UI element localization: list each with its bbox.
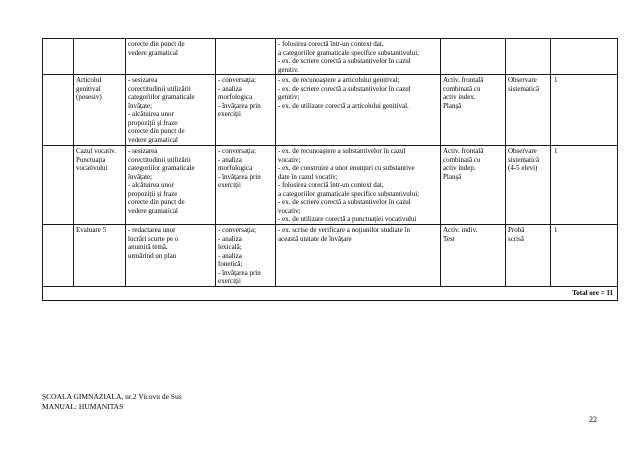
table-row xyxy=(43,75,618,146)
table-row xyxy=(43,146,618,225)
manual-name: MANUAL: HUMANITAS xyxy=(42,402,124,411)
row-3-topic-cell: Evaluare 5 xyxy=(74,225,126,287)
row-0-methods-cell xyxy=(216,39,276,75)
row-1-organization-cell: Activ. frontală combinată cu activ index. Planşă xyxy=(441,75,506,146)
row-3-evaluation-cell: Probă scrisă xyxy=(506,225,551,287)
row-2-index-cell xyxy=(43,146,74,225)
row-2-evaluation-cell: Observare sistematică (4-5 elevi) xyxy=(506,146,551,225)
row-2-methods-cell: - conversaţia; - analiza morfologica - învăţarea prin exerciţii xyxy=(216,146,276,225)
row-2-competencies-cell: - sesizarea corectitudinii utilizării categoriilor gramaticale învăţate; - alcătuirea unor propoziţii şi fraze corecte din punct de vedere gramatical xyxy=(126,146,216,225)
row-2-topic-cell: Cazul vocativ. Punctuaţia vocativului xyxy=(74,146,126,225)
row-0-evaluation-cell xyxy=(506,39,551,75)
row-3-competencies-cell: - redactarea unor lucrări scurte pe o anumită temă, urmărind un plan xyxy=(126,225,216,287)
row-3-organization-cell: Activ. indiv. Test xyxy=(441,225,506,287)
table-row xyxy=(43,39,618,75)
row-3-hours-cell: 1 xyxy=(551,225,618,287)
row-3-methods-cell: - conversaţia; - analiza lexicală; - analiza fonetică; - învăţarea prin exerciţii xyxy=(216,225,276,287)
row-0-organization-cell xyxy=(441,39,506,75)
row-0-hours-cell xyxy=(551,39,618,75)
row-0-competencies-cell: corecte din punct de vedere gramatical xyxy=(126,39,216,75)
row-1-methods-cell: - conversaţia; - analiza morfologica - învăţarea prin exerciţii xyxy=(216,75,276,146)
row-1-index-cell xyxy=(43,75,74,146)
row-1-topic-cell: Articolul genitival (posesiv) xyxy=(74,75,126,146)
row-3-index-cell xyxy=(43,225,74,287)
row-1-competencies-cell: - sesizarea corectitudinii utilizării categoriilor gramaticale învăţate; - alcătuirea unor propoziţii şi fraze corecte din punct de vedere gramatical xyxy=(126,75,216,146)
row-1-evaluation-cell: Observare sistematică xyxy=(506,75,551,146)
row-3-activities-cell: - ex. scrise de verificare a noţiunilor studiate în această unitate de învăţare xyxy=(276,225,441,287)
row-0-topic-cell xyxy=(74,39,126,75)
row-2-organization-cell: Activ. frontală combinată cu activ indep. Planşă xyxy=(441,146,506,225)
table-row xyxy=(43,225,618,287)
row-1-activities-cell: - ex. de recunoaştere a articolului genitival; - ex. de scriere corectă a substantivelor în cazul genitiv; - ex. de utilizare corectă a articolului genitival. xyxy=(276,75,441,146)
school-name: ŞCOALA GIMNAZIALA, nr.2 Vicovu de Sus xyxy=(42,392,182,401)
page-number: 22 xyxy=(589,415,597,424)
total-row xyxy=(43,286,618,300)
page-footer xyxy=(42,392,182,412)
row-1-hours-cell: 1 xyxy=(551,75,618,146)
lesson-plan-table xyxy=(42,38,618,301)
row-2-hours-cell: 1 xyxy=(551,146,618,225)
row-0-index-cell xyxy=(43,39,74,75)
row-0-activities-cell: - folosirea corectă într-un context dat, a categoriilor gramaticale specifice substantivului; - ex. de scriere corectă a substantivelor în cazul genitiv. xyxy=(276,39,441,75)
total-hours: Total ore = 11 xyxy=(43,286,618,300)
row-2-activities-cell: - ex. de recunoaştere a substantivelor în cazul vocativ; - ex. de construire a unor enunţuri cu substantive date în cazul vocativ; - folosirea corectă într-un context dat, a categoriilor gramaticale specifice substantivului; - ex. de scriere corectă a substantivelor în cazul vocativ; - ex. de utilizare corectă a punctuaţiei vocativului xyxy=(276,146,441,225)
